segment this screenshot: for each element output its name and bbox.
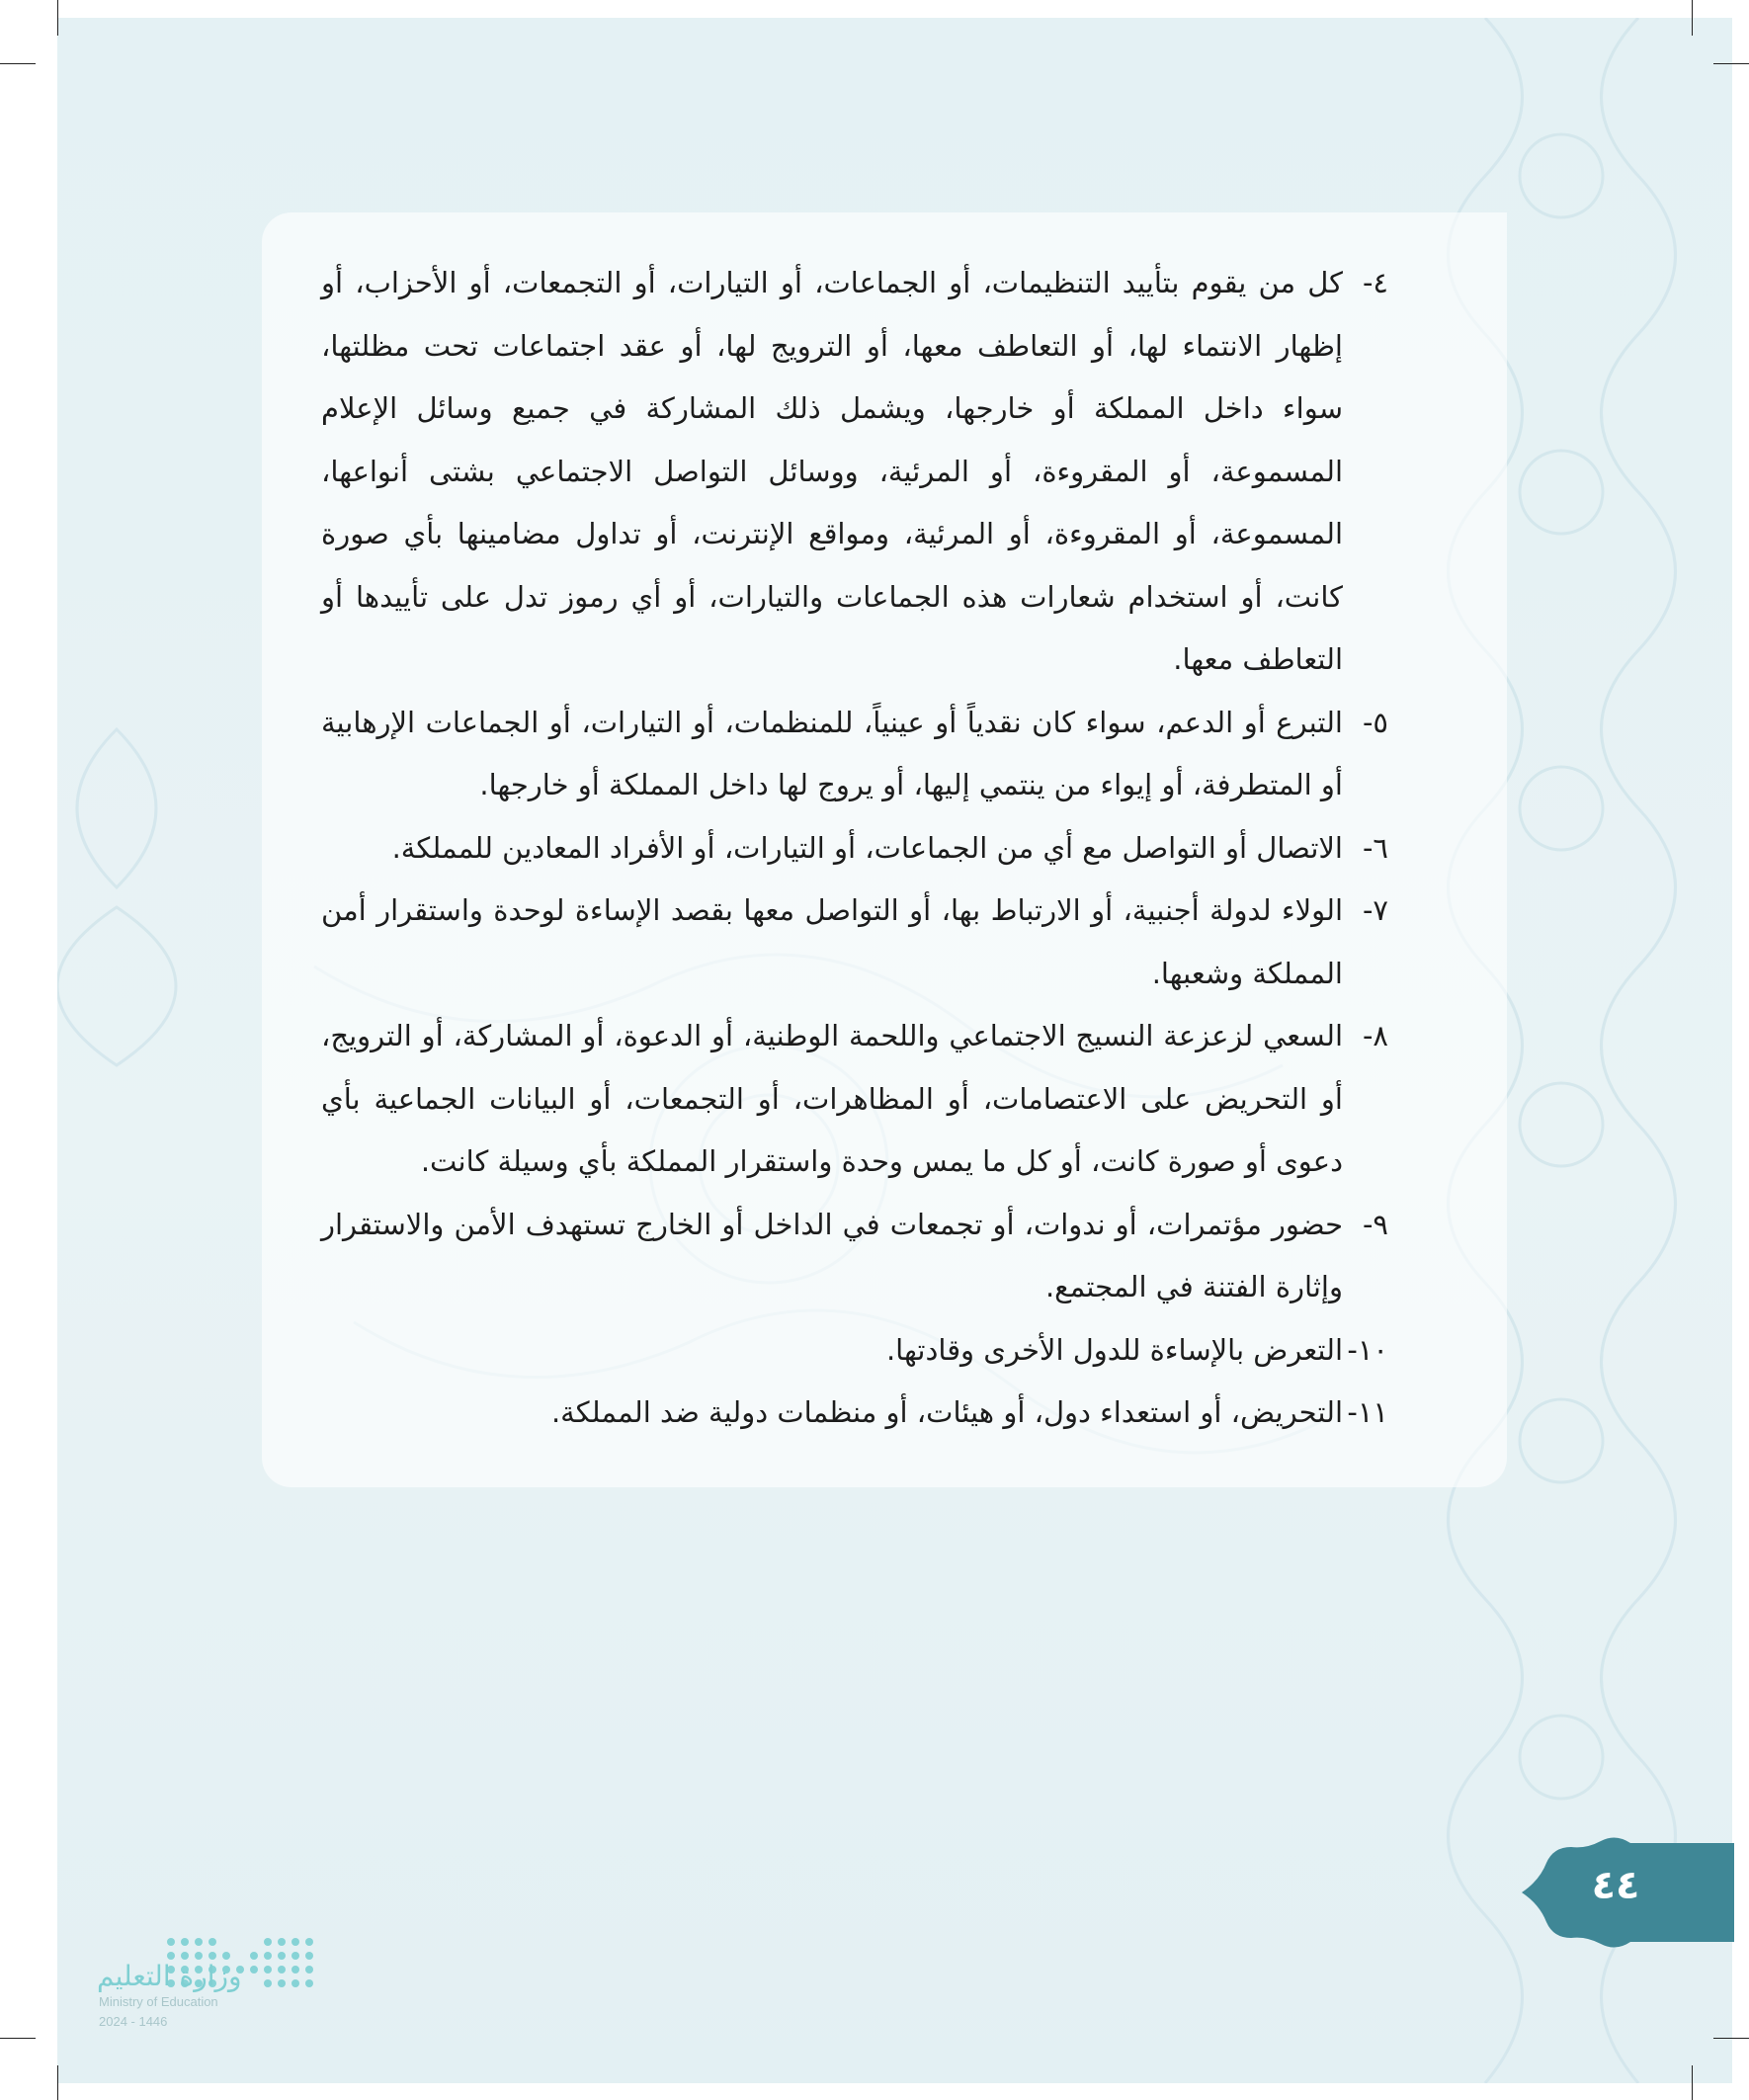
item-text: الولاء لدولة أجنبية، أو الارتباط بها، أو التواصل معها بقصد الإساءة لوحدة واستقرار أمن المملكة وشعبها. [321,893,1343,990]
list-item [321,1382,1388,1445]
list-item [321,1319,1388,1383]
list-item [321,692,1388,817]
crop-mark [1713,2038,1749,2039]
list-item [321,1005,1388,1194]
list-item [321,817,1388,881]
edition-year: 2024 - 1446 [99,2014,168,2029]
item-text: التبرع أو الدعم، سواء كان نقدياً أو عينياً، للمنظمات، أو التيارات، أو الجماعات الإرهابية أو المتطرفة، أو إيواء من ينتمي إليها، أو يروج لها داخل المملكة أو خارجها. [321,705,1343,801]
ministry-name-arabic: وزارة التعليم [97,1960,242,1992]
item-number: ٧- [1362,893,1388,927]
item-text: التعرض بالإساءة للدول الأخرى وقادتها. [885,1332,1343,1367]
list-item [321,880,1388,1005]
item-number: ٨- [1362,1019,1388,1052]
item-number: ٤- [1362,266,1388,299]
item-number: ١٠- [1347,1332,1388,1367]
item-text: السعي لزعزعة النسيج الاجتماعي واللحمة الوطنية، أو الدعوة، أو المشاركة، أو الترويج، أو التحريض على الاعتصامات، أو المظاهرات، أو التجمعات، أو البيانات الجماعية بأي دعوى أو صورة كانت، أو كل ما يمس وحدة واستقرار المملكة بأي وسيلة كانت. [321,1019,1343,1178]
list-item [321,1194,1388,1319]
item-text: كل من يقوم بتأييد التنظيمات، أو الجماعات، أو التيارات، أو التجمعات، أو الأحزاب، أو إظهار الانتماء لها، أو التعاطف معها، أو الترويج لها، أو عقد اجتماعات تحت مظلتها، سواء داخل المملكة أو خارجها، ويشمل ذلك المشاركة في جميع وسائل الإعلام المسموعة، أو المقروءة، أو المرئية، ووسائل التواصل الاجتماعي بشتى أنواعها، المسموعة، أو المقروءة، أو المرئية، ومواقع الإنترنت، أو تداول مضامينها بأي صورة كانت، أو استخدام شعارات هذه الجماعات والتيارات، أو أي رموز تدل على تأييدها أو التعاطف معها. [321,266,1343,676]
page-number: ٤٤ [1591,1863,1640,1908]
ministry-name-english: Ministry of Education [99,1994,218,2009]
item-number: ٩- [1362,1207,1388,1241]
crop-mark [1692,2065,1693,2100]
item-number: ٥- [1362,705,1388,739]
crop-mark [0,2038,36,2039]
list-item [321,252,1388,692]
crop-mark [57,0,58,36]
crop-mark [0,63,36,64]
crop-mark [1692,0,1693,36]
crop-mark [1713,63,1749,64]
item-number: ٦- [1362,830,1388,865]
item-text: التحريض، أو استعداء دول، أو هيئات، أو منظمات دولية ضد المملكة. [550,1395,1343,1429]
item-text: حضور مؤتمرات، أو ندوات، أو تجمعات في الداخل أو الخارج تستهدف الأمن والاستقرار وإثارة الفتنة في المجتمع. [321,1207,1343,1303]
item-text: الاتصال أو التواصل مع أي من الجماعات، أو التيارات، أو الأفراد المعادين للمملكة. [391,830,1343,865]
crop-mark [57,2065,58,2100]
numbered-list [321,252,1388,1445]
item-number: ١١- [1347,1395,1388,1429]
